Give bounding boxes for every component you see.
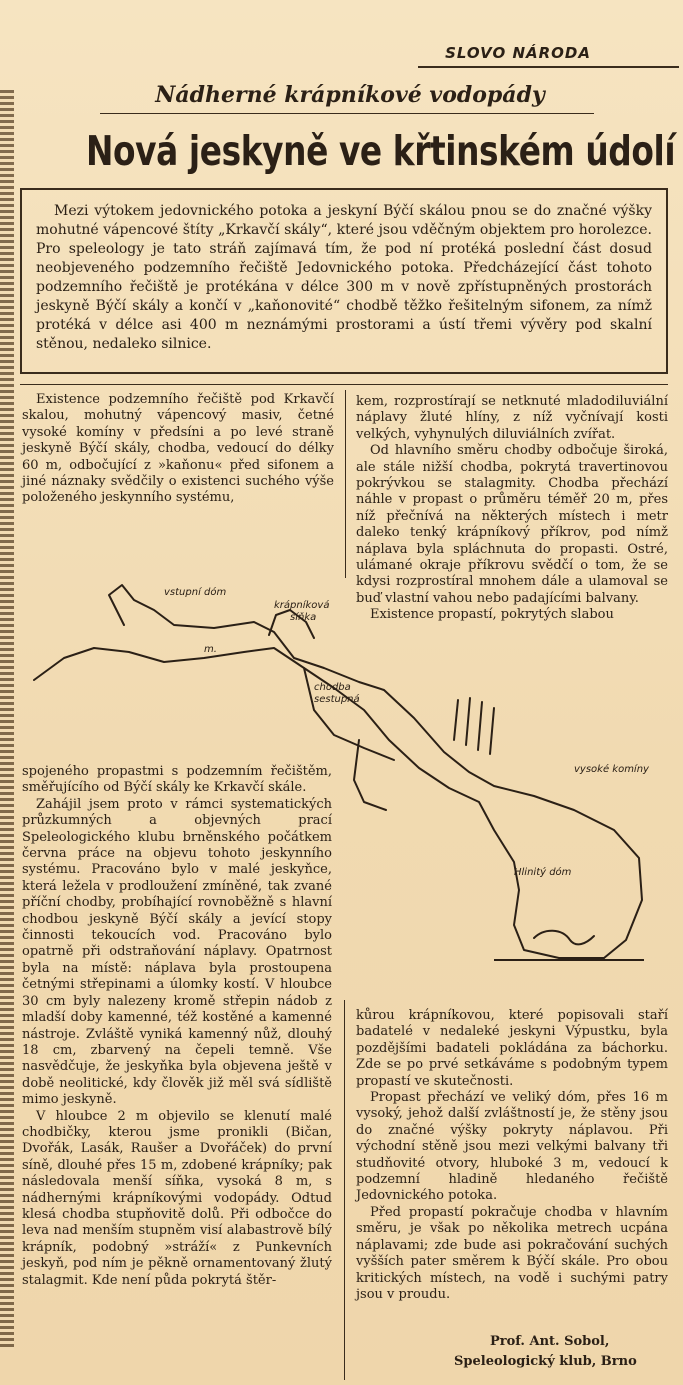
column-left-top [22, 392, 334, 507]
kicker-rule [100, 113, 594, 114]
map-label-dripstone: krápníková [274, 600, 330, 611]
column-left-bottom [22, 764, 332, 1289]
section-rule [20, 384, 668, 385]
map-chimneys [454, 698, 494, 754]
map-label-passage: chodba [314, 682, 351, 693]
paragraph: kem, rozprostírají se netknuté mladodiluviální náplavy žluté hlíny, z níž vyčnívají kosti velkých, vyhynulých diluviálních zvířat. [356, 394, 668, 442]
lead-paragraph: Mezi výtokem jedovnického potoka a jeskyní Býčí skálou pnou se do značné výšky mohutné vápencové štíty „Krkavčí skály“, které jsou vděčným objektem pro horolezce. Pro speleology je tato stráň zajímavá tím, že pod ní protéká poslední část dosud neobjeveného podzemního řečiště Jedovnického potoka. Předcházející část tohoto podzemního řečiště je protékána v délce 300 m v nově zpřístupněných prostorách jeskyně Býčí skály a končí v „kaňonovité“ chodbě těžko řešitelným sifonem, za nímž protéká v délce asi 400 m neznámými prostorami a ústí třemi vývěry pod skalní stěnou, nedaleko silnice. [36, 203, 652, 352]
signature-club: Speleologický klub, Brno [454, 1354, 637, 1369]
map-clay-deposit [534, 931, 594, 945]
paragraph: Zahájil jsem proto v rámci systematických průzkumných a objevných prací Speleologického klubu brněnského počátkem června práce na objevu tohoto jeskynního systému. Pracováno bylo v malé jeskyňce, která ležela v prodloužení zmíněné, tak zvané příční chodby, probíhající rovnoběžně s hlavní chodbou jeskyně Býčí skály a jevící stopy činnosti tekoucích vod. Pracováno bylo opatrně při odstraňování náplavy. Opatrnost byla na místě: náplava byla prostoupena četnými střepinami a úlomky kostí. V hloubce 30 cm byly nalezeny kromě střepin nádob z mladší doby kamenné, též kostěné a kamenné nástroje. Zvláště vyniká kamenný nůž, dlouhý 18 cm, zbarvený na čepeli temně. Vše nasvědčuje, že jeskyňka byla objevena ještě v době neolitické, kdy člověk již měl svá sídliště mimo jeskyně. [22, 796, 332, 1108]
signature-author: Prof. Ant. Sobol, [490, 1334, 610, 1349]
map-label-entrance: vstupní dóm [164, 587, 227, 598]
headline: Nová jeskyně ve křtinském údolí [86, 127, 676, 175]
paragraph: spojeného propastmi s podzemním řečištěm, směřujícího od Býčí skály ke Krkavčí skále. [22, 764, 332, 796]
newspaper-name: SLOVO NÁRODA [445, 44, 591, 62]
torn-left-edge [0, 90, 14, 1350]
paragraph: V hloubce 2 m objevilo se klenutí malé chodbičky, kterou jsme pronikli (Bičan, Dvořák, Lasák, Raušer a Dvořáček) do první síně, dlouhé přes 15 m, zdobené krápníky; pak následovala menší síňka, vysoká 8 m, s nádhernými krápníkovými vodopády. Odtud klesá chodba stupňovitě dolů. Při odbočce do leva nad menším stupněm visí alabastrově bílý krápník, podobný »stráží« z Punkevních jeskyň, pod ním je pěkně ornamentovaný žlutý stalagmit. Kde není půda pokrytá štěr- [22, 1108, 332, 1288]
map-label-scale: m. [204, 644, 217, 655]
map-label-dripstone-2: síňka [290, 612, 317, 623]
kicker-title: Nádherné krápníkové vodopády [155, 82, 545, 108]
paragraph: Existence podzemního řečiště pod Krkavčí skalou, mohutný vápencový masiv, četné vysoké komíny v předsíni a po levé straně jeskyně Býčí skály, chodba, vedoucí do délky 60 m, odbočující z »kaňonu« před sifonem a jiné náznaky svědčily o existenci suchého výše položeného jeskynního systému, [22, 392, 334, 506]
lead-box [20, 188, 668, 374]
paragraph: Od hlavního směru chodby odbočuje široká, ale stále nižší chodba, pokrytá travertinovou pokrývkou se stalagmity. Chodba přechází náhle v propast o průměru téměř 20 m, přes níž přečnívá na některých místech i metr daleko tenký krápníkový příkrov, pod nímž náplava byla spláchnuta do propasti. Ostré, ulámané okraje příkrovu svědčí o tom, že se kdysi rozprostíral mnohem dále a ulamoval se buď vlastní vahou nebo padajícími balvany. [356, 443, 668, 606]
paragraph: Existence propastí, pokrytých slabou [370, 607, 614, 623]
paragraph: Před propastí pokračuje chodba v hlavním směru, je však po několika metrech ucpána náplavami; zde bude asi pokračování suchých vyšších pater směrem k Býčí skále. Pro obou kritických místech, na vodě i suchými patry jsou v proudu. [356, 1204, 668, 1302]
map-label-passage-2: sestupná [314, 694, 360, 705]
masthead-rule [418, 66, 679, 68]
paragraph: Propast přechází ve veliký dóm, přes 16 m vysoký, jehož další zvláštností je, že stěny jsou do značné výšky pokryty náplavou. Při východní stěně jsou mezi velkými balvany tři studňovité otvory, hluboké 3 m, vedoucí k podzemní hladině hledaného řečiště Jedovnického potoka. [356, 1090, 668, 1204]
map-label-clay-dome: Hlinitý dóm [514, 867, 572, 878]
column-divider [344, 1000, 345, 1380]
map-label-chimneys: vysoké komíny [574, 764, 649, 775]
column-right-bottom [356, 1008, 668, 1303]
paragraph: kůrou krápníkovou, které popisovali staří badatelé v nedaleké jeskyni Výpustku, byla pozdějšími badateli pokládána za báchorku. Zde se po prvé setkáváme s podobným typem propastí ve skutečnosti. [356, 1008, 668, 1089]
